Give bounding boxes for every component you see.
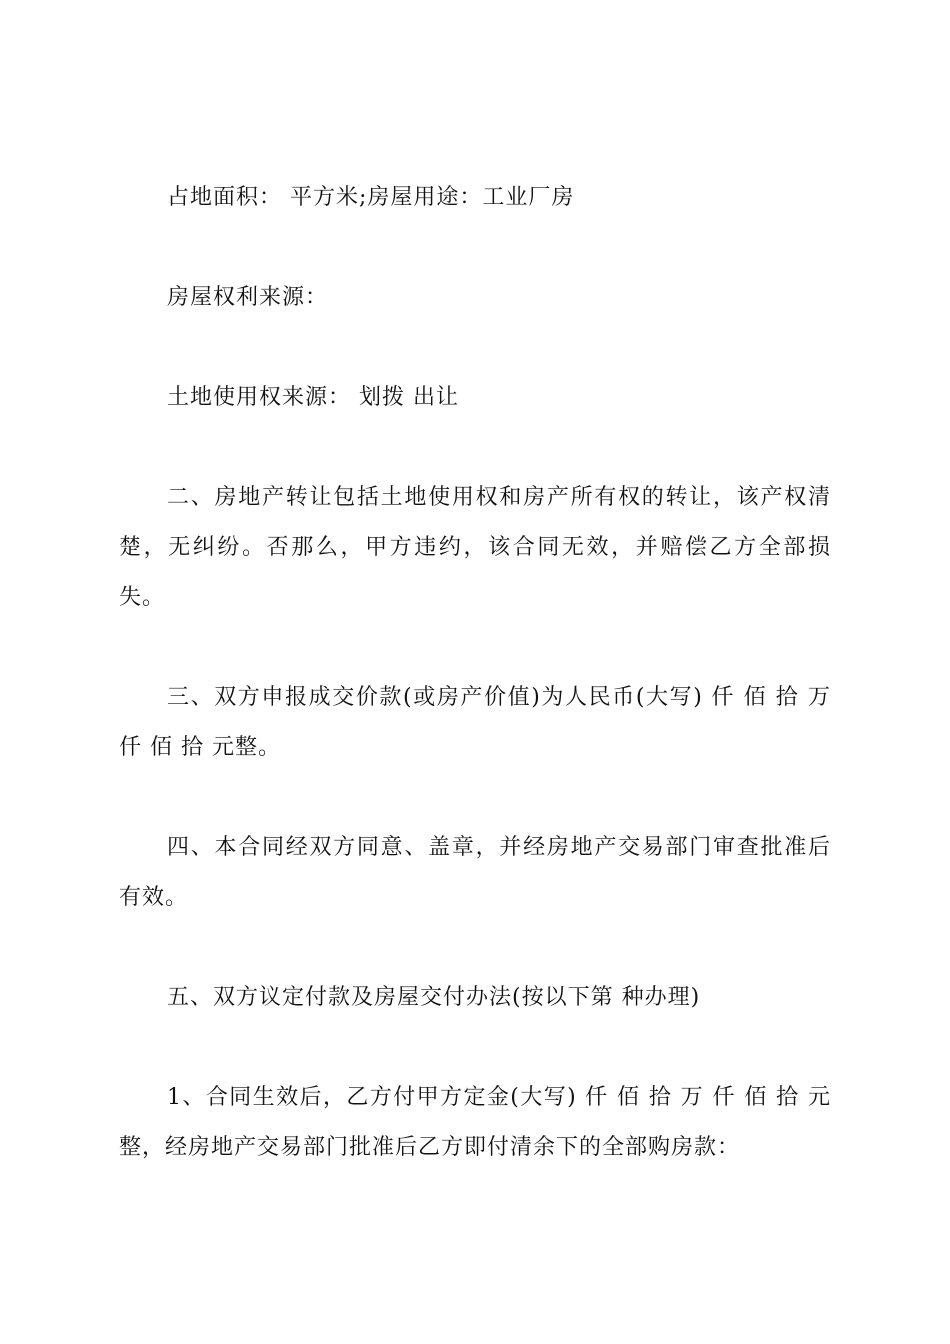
paragraph-clause-4: 四、本合同经双方同意、盖章，并经房地产交易部门审查批准后有效。 bbox=[119, 835, 831, 910]
paragraph-clause-5-item-1: 1、合同生效后，乙方付甲方定金(大写) 仟 佰 拾 万 仟 佰 拾 元整，经房地产交易部门批准后乙方即付清余下的全部购房款： bbox=[119, 1085, 831, 1160]
paragraph-land-use-rights-source: 土地使用权来源： 划拨 出让 bbox=[167, 385, 459, 410]
paragraph-clause-3: 三、双方申报成交价款(或房产价值)为人民币(大写) 仟 佰 拾 万 仟 佰 拾 元整。 bbox=[119, 685, 831, 760]
paragraph-house-rights-source: 房屋权利来源： bbox=[167, 285, 329, 310]
paragraph-clause-5: 五、双方议定付款及房屋交付办法(按以下第 种办理) bbox=[167, 985, 701, 1010]
paragraph-clause-2: 二、房地产转让包括土地使用权和房产所有权的转让，该产权清楚，无纠纷。否那么，甲方违约，该合同无效，并赔偿乙方全部损失。 bbox=[119, 485, 831, 610]
paragraph-land-area-usage: 占地面积： 平方米;房屋用途：工业厂房 bbox=[167, 185, 575, 210]
